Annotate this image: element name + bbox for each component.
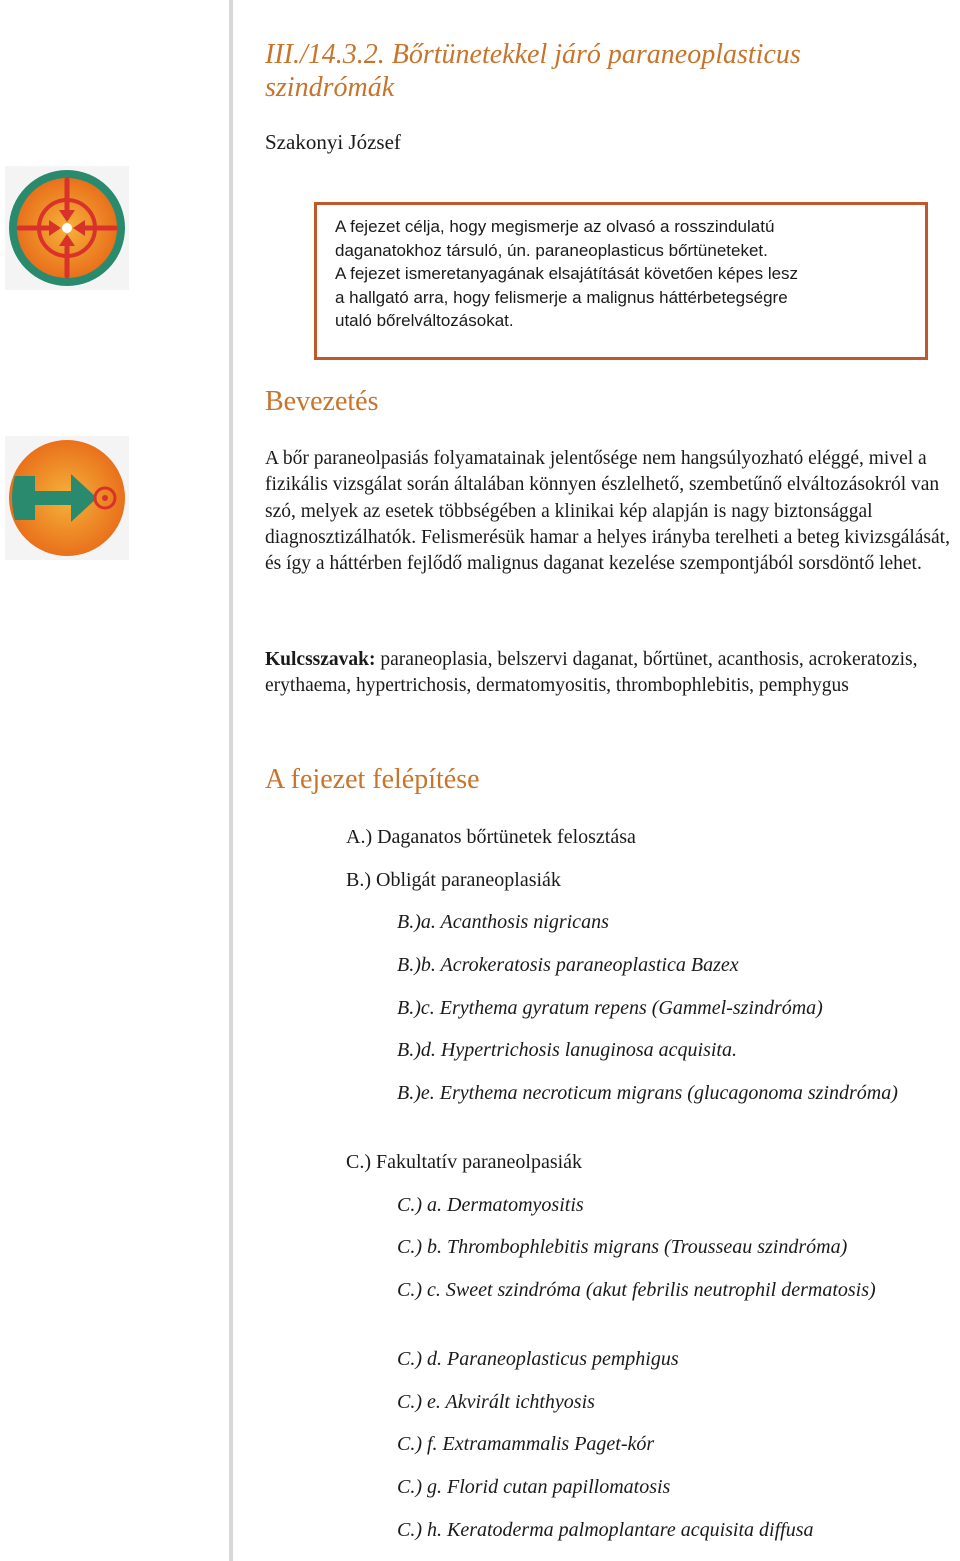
arrow-target-icon bbox=[5, 436, 129, 560]
margin-divider bbox=[229, 0, 233, 1561]
chapter-goal-box bbox=[314, 202, 928, 360]
intro-paragraph: A bőr paraneolpasiás folyamatainak jelentősége nem hangsúlyozható eléggé, mivel a fizikális vizsgálat során általában könnyen észlelhető, szembetűnő elváltozásokról van szó, melyek az esetek többségében a klinikai kép alapján is nagy biztonsággal diagnosztizálhatók. Felismerésük hamar a helyes irányba terelheti a beteg kivizsgálását, és így a háttérben fejlődő malignus daganat kezelése szempontjából sorsdöntő lehet. bbox=[265, 448, 950, 575]
target-arrows-icon bbox=[5, 166, 129, 290]
intro-heading: Bevezetés bbox=[265, 386, 379, 417]
keywords-text: paraneoplasia, belszervi daganat, bőrtünet, acanthosis, acrokeratozis, erythaema, hypertrichosis, dermatomyositis, thrombophlebitis, pemphygus bbox=[265, 649, 918, 697]
goal-line: utaló bőrelváltozásokat. bbox=[335, 311, 514, 330]
keywords-label: Kulcsszavak: bbox=[265, 649, 376, 670]
toc-item: B.)d. Hypertrichosis lanuginosa acquisita. bbox=[397, 1039, 737, 1061]
toc-item: C.) b. Thrombophlebitis migrans (Trousseau szindróma) bbox=[397, 1236, 848, 1258]
toc-item: B.) Obligát paraneoplasiák bbox=[346, 869, 561, 891]
toc-item: A.) Daganatos bőrtünetek felosztása bbox=[346, 826, 636, 848]
toc-item: C.) c. Sweet szindróma (akut febrilis neutrophil dermatosis) bbox=[397, 1279, 876, 1301]
toc-item: B.)c. Erythema gyratum repens (Gammel-szindróma) bbox=[397, 997, 823, 1019]
goal-line: A fejezet célja, hogy megismerje az olvasó a rosszindulatú bbox=[335, 217, 775, 236]
goal-line: daganatokhoz társuló, ún. paraneoplasticus bőrtüneteket. bbox=[335, 240, 768, 260]
toc-item: C.) Fakultatív paraneolpasiák bbox=[346, 1151, 583, 1173]
keywords-paragraph bbox=[265, 647, 955, 700]
toc-item: C.) g. Florid cutan papillomatosis bbox=[397, 1476, 671, 1498]
toc-item: C.) f. Extramammalis Paget-kór bbox=[397, 1433, 655, 1455]
toc-item: C.) e. Akvirált ichthyosis bbox=[397, 1391, 595, 1413]
toc-item: C.) h. Keratoderma palmoplantare acquisita diffusa bbox=[397, 1519, 814, 1541]
goal-line: A fejezet ismeretanyagának elsajátítását követően képes lesz bbox=[335, 264, 799, 283]
structure-heading: A fejezet felépítése bbox=[265, 764, 480, 795]
toc-item: C.) a. Dermatomyositis bbox=[397, 1194, 584, 1216]
toc-item: B.)b. Acrokeratosis paraneoplastica Bazex bbox=[397, 954, 739, 976]
toc-item: B.)e. Erythema necroticum migrans (glucagonoma szindróma) bbox=[397, 1082, 898, 1104]
goal-line: a hallgató arra, hogy felismerje a malignus háttérbetegségre bbox=[335, 287, 788, 307]
chapter-title: III./14.3.2. Bőrtünetekkel járó paraneoplasticus szindrómák bbox=[265, 39, 801, 103]
author-name: Szakonyi József bbox=[265, 130, 401, 154]
toc-item: B.)a. Acanthosis nigricans bbox=[397, 911, 609, 933]
toc-item: C.) d. Paraneoplasticus pemphigus bbox=[397, 1348, 679, 1370]
